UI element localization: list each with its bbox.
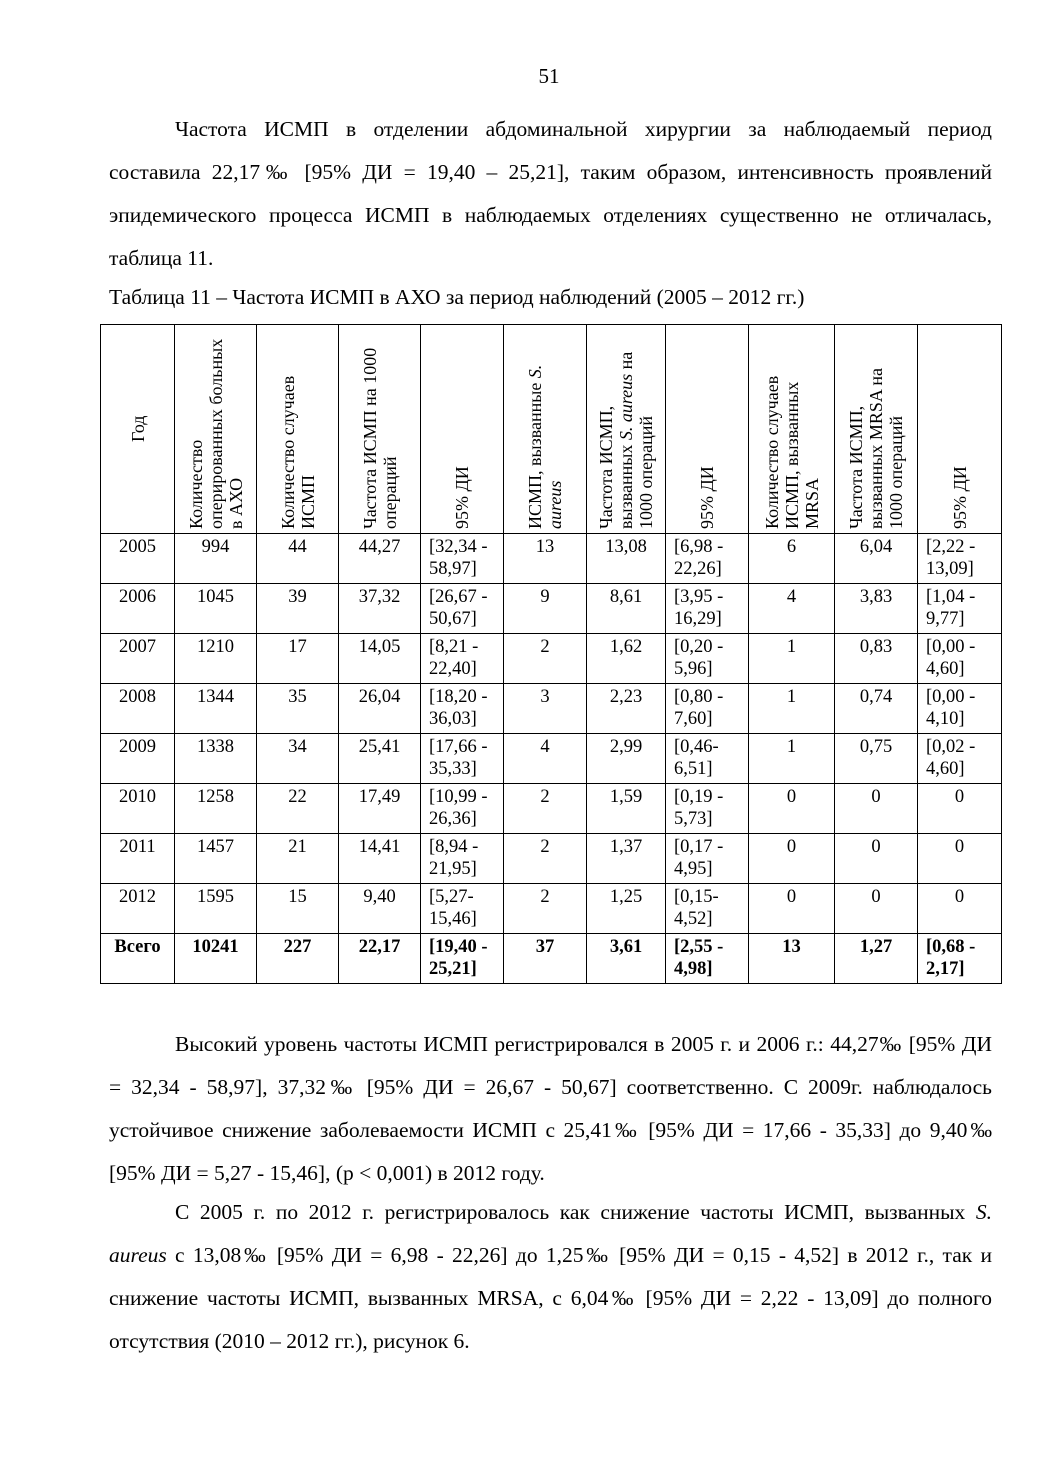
cell-mrsa: 1 xyxy=(749,634,835,684)
cell-sa-ci: [0,17 - 4,95] xyxy=(666,834,749,884)
cell-ci: [32,34 - 58,97] xyxy=(421,534,504,584)
cell-ci: [19,40 - 25,21] xyxy=(421,934,504,984)
cell-mrsa-ci: [2,22 - 13,09] xyxy=(918,534,1002,584)
cell-mrsa-ci: 0 xyxy=(918,834,1002,884)
header-mrsa-rate: Частота ИСМП, вызванных MRSA на 1000 операций xyxy=(835,325,918,534)
cell-sa-ci: [3,95 - 16,29] xyxy=(666,584,749,634)
cell-operated: 1595 xyxy=(175,884,257,934)
cell-mrsa-rate: 3,83 xyxy=(835,584,918,634)
table-row xyxy=(101,784,1002,834)
cell-sa: 2 xyxy=(504,784,587,834)
cell-sa-ci: [0,80 - 7,60] xyxy=(666,684,749,734)
cell-rate: 17,49 xyxy=(339,784,421,834)
cell-rate: 44,27 xyxy=(339,534,421,584)
cell-rate: 9,40 xyxy=(339,884,421,934)
header-sa-ci: 95% ДИ xyxy=(666,325,749,534)
paragraph-intro: Частота ИСМП в отделении абдоминальной хирургии за наблюдаемый период составила 22,17‰ [95% ДИ = 19,40 – 25,21], таким образом, интенсивность проявлений эпидемического процесса ИСМП в наблюдаемых отделениях существенно не отличалась, таблица 11. xyxy=(109,117,992,270)
cell-ci: [8,94 - 21,95] xyxy=(421,834,504,884)
cell-year: 2007 xyxy=(101,634,175,684)
cell-sa-rate: 3,61 xyxy=(587,934,666,984)
cell-sa-rate: 1,59 xyxy=(587,784,666,834)
cell-operated: 994 xyxy=(175,534,257,584)
cell-mrsa: 0 xyxy=(749,784,835,834)
cell-cases: 21 xyxy=(257,834,339,884)
cell-year: 2008 xyxy=(101,684,175,734)
cell-sa-rate: 1,37 xyxy=(587,834,666,884)
cell-mrsa-ci: [1,04 - 9,77] xyxy=(918,584,1002,634)
cell-sa-ci: [0,19 - 5,73] xyxy=(666,784,749,834)
cell-rate: 14,05 xyxy=(339,634,421,684)
cell-cases: 15 xyxy=(257,884,339,934)
header-ci: 95% ДИ xyxy=(421,325,504,534)
cell-operated: 1210 xyxy=(175,634,257,684)
data-table xyxy=(100,324,1002,984)
cell-ci: [8,21 - 22,40] xyxy=(421,634,504,684)
cell-ci: [5,27- 15,46] xyxy=(421,884,504,934)
table-row xyxy=(101,834,1002,884)
cell-mrsa-rate: 0,74 xyxy=(835,684,918,734)
cell-year: 2009 xyxy=(101,734,175,784)
cell-rate: 14,41 xyxy=(339,834,421,884)
cell-mrsa-ci: 0 xyxy=(918,784,1002,834)
cell-sa-rate: 2,99 xyxy=(587,734,666,784)
cell-cases: 34 xyxy=(257,734,339,784)
cell-operated: 10241 xyxy=(175,934,257,984)
cell-sa-ci: [0,46- 6,51] xyxy=(666,734,749,784)
cell-rate: 22,17 xyxy=(339,934,421,984)
cell-ci: [18,20 - 36,03] xyxy=(421,684,504,734)
cell-cases: 227 xyxy=(257,934,339,984)
header-sa: ИСМП, вызванные S. aureus xyxy=(504,325,587,534)
cell-rate: 25,41 xyxy=(339,734,421,784)
cell-mrsa: 1 xyxy=(749,734,835,784)
cell-year: 2011 xyxy=(101,834,175,884)
cell-mrsa-rate: 0,83 xyxy=(835,634,918,684)
header-rate: Частота ИСМП на 1000 операций xyxy=(339,325,421,534)
cell-sa-ci: [6,98 - 22,26] xyxy=(666,534,749,584)
cell-sa-rate: 1,62 xyxy=(587,634,666,684)
cell-sa-ci: [0,20 - 5,96] xyxy=(666,634,749,684)
paragraph-high-level: Высокий уровень частоты ИСМП регистрировался в 2005 г. и 2006 г.: 44,27‰ [95% ДИ = 32,34 - 58,97], 37,32‰ [95% ДИ = 26,67 - 50,67] соответственно. С 2009г. наблюдалось устойчивое снижение заболеваемости ИСМП с 25,41‰ [95% ДИ = 17,66 - 35,33] до 9,40‰ [95% ДИ = 5,27 - 15,46], (p < 0,001) в 2012 году. xyxy=(109,1032,992,1185)
cell-sa-rate: 2,23 xyxy=(587,684,666,734)
header-mrsa-cases: Количество случаев ИСМП, вызванных MRSA xyxy=(749,325,835,534)
cell-year: 2006 xyxy=(101,584,175,634)
cell-sa: 37 xyxy=(504,934,587,984)
cell-sa-ci: [0,15- 4,52] xyxy=(666,884,749,934)
cell-operated: 1258 xyxy=(175,784,257,834)
table-row xyxy=(101,734,1002,784)
header-mrsa-ci: 95% ДИ xyxy=(918,325,1002,534)
cell-sa-ci: [2,55 - 4,98] xyxy=(666,934,749,984)
cell-year: 2005 xyxy=(101,534,175,584)
header-cases: Количество случаев ИСМП xyxy=(257,325,339,534)
cell-mrsa-rate: 0,75 xyxy=(835,734,918,784)
table-body xyxy=(101,534,1002,984)
cell-rate: 26,04 xyxy=(339,684,421,734)
cell-mrsa-ci: [0,68 - 2,17] xyxy=(918,934,1002,984)
cell-sa: 2 xyxy=(504,834,587,884)
cell-operated: 1457 xyxy=(175,834,257,884)
cell-mrsa-rate: 1,27 xyxy=(835,934,918,984)
cell-year: 2012 xyxy=(101,884,175,934)
paragraph-decline: С 2005 г. по 2012 г. регистрировалось как снижение частоты ИСМП, вызванных S. aureus с 13,08‰ [95% ДИ = 6,98 - 22,26] до 1,25‰ [95% ДИ = 0,15 - 4,52] в 2012 г., так и снижение частоты ИСМП, вызванных MRSA, с 6,04‰ [95% ДИ = 2,22 - 13,09] до полного отсутствия (2010 – 2012 гг.), рисунок 6. xyxy=(109,1200,992,1353)
cell-ci: [17,66 - 35,33] xyxy=(421,734,504,784)
cell-mrsa-ci: [0,00 - 4,10] xyxy=(918,684,1002,734)
cell-mrsa-ci: [0,02 - 4,60] xyxy=(918,734,1002,784)
cell-mrsa-rate: 0 xyxy=(835,884,918,934)
cell-operated: 1045 xyxy=(175,584,257,634)
cell-mrsa-ci: 0 xyxy=(918,884,1002,934)
cell-sa: 3 xyxy=(504,684,587,734)
header-year: Год xyxy=(101,325,175,534)
cell-mrsa: 0 xyxy=(749,884,835,934)
cell-mrsa: 13 xyxy=(749,934,835,984)
cell-sa: 2 xyxy=(504,634,587,684)
table-row xyxy=(101,584,1002,634)
cell-sa-rate: 8,61 xyxy=(587,584,666,634)
cell-sa: 4 xyxy=(504,734,587,784)
cell-sa-rate: 13,08 xyxy=(587,534,666,584)
cell-operated: 1338 xyxy=(175,734,257,784)
page-number: 51 xyxy=(538,64,560,88)
cell-mrsa-ci: [0,00 - 4,60] xyxy=(918,634,1002,684)
cell-cases: 39 xyxy=(257,584,339,634)
cell-cases: 17 xyxy=(257,634,339,684)
cell-mrsa: 4 xyxy=(749,584,835,634)
cell-mrsa-rate: 6,04 xyxy=(835,534,918,584)
table-caption: Таблица 11 – Частота ИСМП в АХО за период наблюдений (2005 – 2012 гг.) xyxy=(109,285,805,309)
table-header-row xyxy=(101,325,1002,534)
table-total-row xyxy=(101,934,1002,984)
cell-year: 2010 xyxy=(101,784,175,834)
cell-mrsa: 1 xyxy=(749,684,835,734)
cell-rate: 37,32 xyxy=(339,584,421,634)
cell-ci: [26,67 - 50,67] xyxy=(421,584,504,634)
cell-mrsa: 6 xyxy=(749,534,835,584)
cell-cases: 35 xyxy=(257,684,339,734)
header-sa-rate: Частота ИСМП, вызванных S. aureus на 1000 операций xyxy=(587,325,666,534)
cell-sa-rate: 1,25 xyxy=(587,884,666,934)
cell-sa: 9 xyxy=(504,584,587,634)
cell-sa: 2 xyxy=(504,884,587,934)
table-row xyxy=(101,684,1002,734)
cell-cases: 22 xyxy=(257,784,339,834)
table-row xyxy=(101,534,1002,584)
table-row xyxy=(101,634,1002,684)
cell-sa: 13 xyxy=(504,534,587,584)
table-row xyxy=(101,884,1002,934)
header-operated: Количество оперированных больных в АХО xyxy=(175,325,257,534)
cell-mrsa-rate: 0 xyxy=(835,784,918,834)
cell-mrsa-rate: 0 xyxy=(835,834,918,884)
cell-operated: 1344 xyxy=(175,684,257,734)
cell-year: Всего xyxy=(101,934,175,984)
cell-cases: 44 xyxy=(257,534,339,584)
cell-ci: [10,99 - 26,36] xyxy=(421,784,504,834)
cell-mrsa: 0 xyxy=(749,834,835,884)
